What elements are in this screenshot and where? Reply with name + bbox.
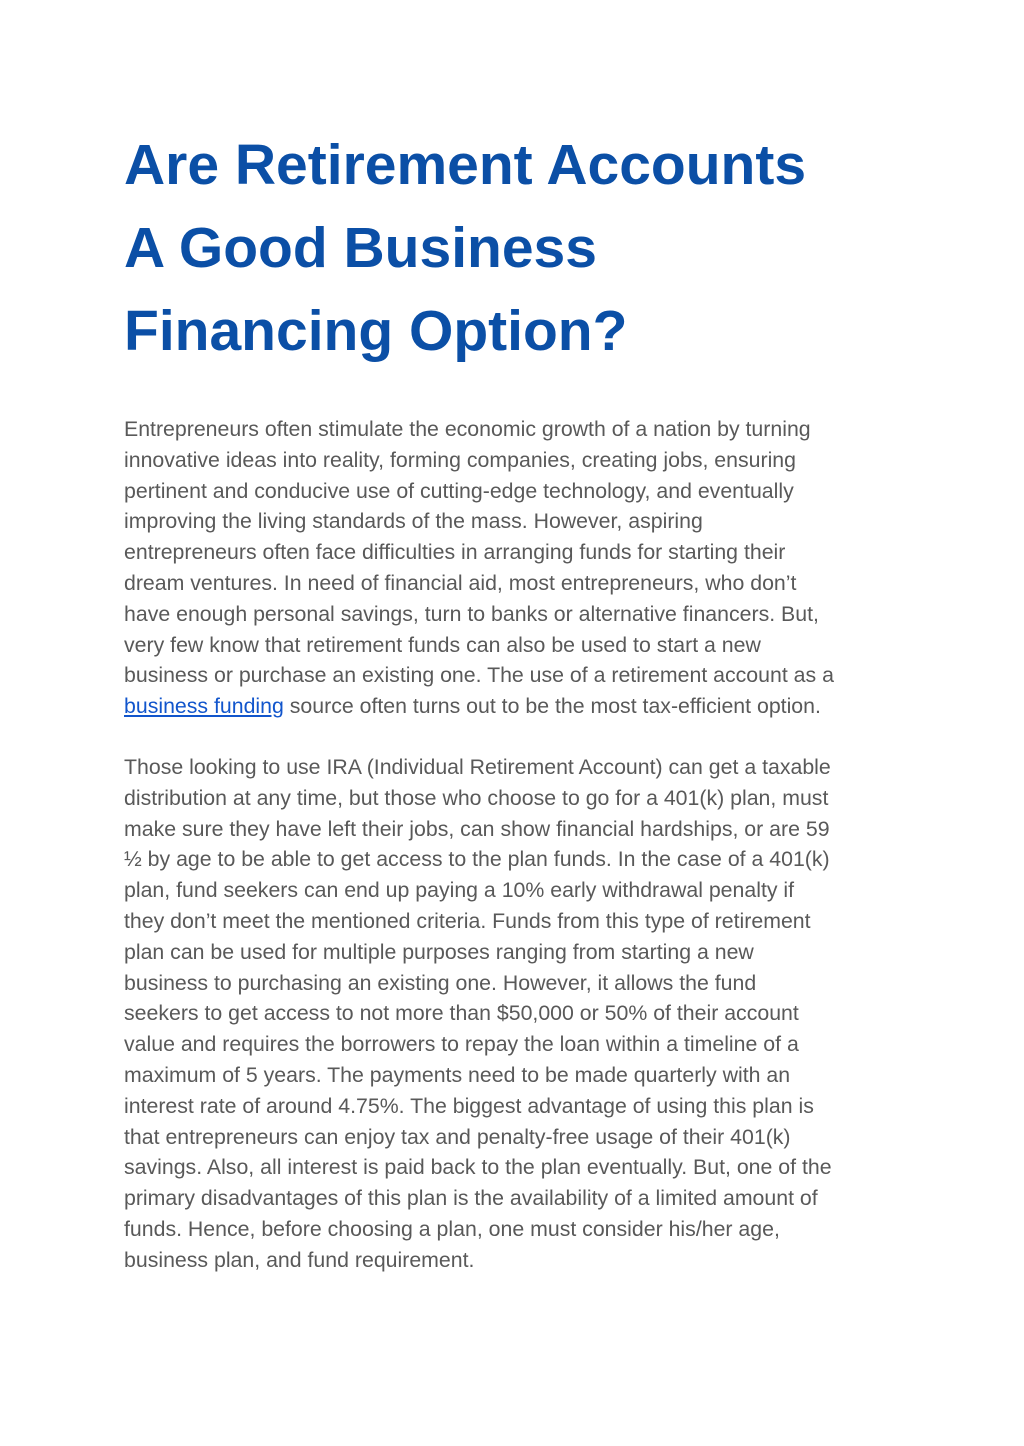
paragraph-line: primary disadvantages of this plan is the availability of a limited amount of [124,1186,818,1211]
paragraph-line: funds. Hence, before choosing a plan, one must consider his/her age, [124,1216,780,1241]
paragraph-line: they don’t meet the mentioned criteria. Funds from this type of retirement [124,908,811,933]
paragraph-line-tail: source often turns out to be the most tax-efficient option. [283,694,821,719]
ira-401k-paragraph [124,752,904,1276]
paragraph-line: distribution at any time, but those who choose to go for a 401(k) plan, must [124,785,829,810]
paragraph-line: innovative ideas into reality, forming companies, creating jobs, ensuring [124,447,796,472]
paragraph-line: business to purchasing an existing one. However, it allows the fund [124,970,757,995]
paragraph-line: have enough personal savings, turn to banks or alternative financers. But, [124,601,819,626]
paragraph-line: maximum of 5 years. The payments need to be made quarterly with an [124,1062,791,1087]
paragraph-line: savings. Also, all interest is paid back to the plan eventually. But, one of the [124,1155,832,1180]
title-line: Financing Option? [124,299,628,363]
paragraph-line: entrepreneurs often face difficulties in arranging funds for starting their [124,540,786,565]
paragraph-line: dream ventures. In need of financial aid, most entrepreneurs, who don’t [124,570,797,595]
paragraph-line: plan, fund seekers can end up paying a 10% early withdrawal penalty if [124,878,795,903]
paragraph-line: plan can be used for multiple purposes ranging from starting a new [124,939,754,964]
paragraph-line-with-link [124,691,904,722]
business-funding-link[interactable]: business funding [124,694,284,719]
paragraph-line: value and requires the borrowers to repay the loan within a timeline of a [124,1032,799,1057]
paragraph-line: Those looking to use IRA (Individual Retirement Account) can get a taxable [124,754,831,779]
paragraph-line: business plan, and fund requirement. [124,1247,475,1272]
title-line: Are Retirement Accounts [124,133,807,197]
document-page [124,124,904,1276]
paragraph-line: Entrepreneurs often stimulate the economic growth of a nation by turning [124,417,811,441]
paragraph-line: interest rate of around 4.75%. The biggest advantage of using this plan is [124,1093,814,1118]
title-line: A Good Business [124,216,597,280]
paragraph-line: pertinent and conducive use of cutting-edge technology, and eventually [124,478,794,503]
paragraph-line: seekers to get access to not more than $50,000 or 50% of their account [124,1001,799,1026]
document-title [124,124,904,373]
paragraph-line: that entrepreneurs can enjoy tax and penalty-free usage of their 401(k) [124,1124,791,1149]
paragraph-line: business or purchase an existing one. The use of a retirement account as a [124,663,834,688]
paragraph-line: ½ by age to be able to get access to the plan funds. In the case of a 401(k) [124,847,830,872]
paragraph-line: very few know that retirement funds can also be used to start a new [124,632,761,657]
intro-paragraph [124,414,904,722]
paragraph-line: improving the living standards of the mass. However, aspiring [124,509,703,534]
paragraph-line: make sure they have left their jobs, can show financial hardships, or are 59 [124,816,830,841]
